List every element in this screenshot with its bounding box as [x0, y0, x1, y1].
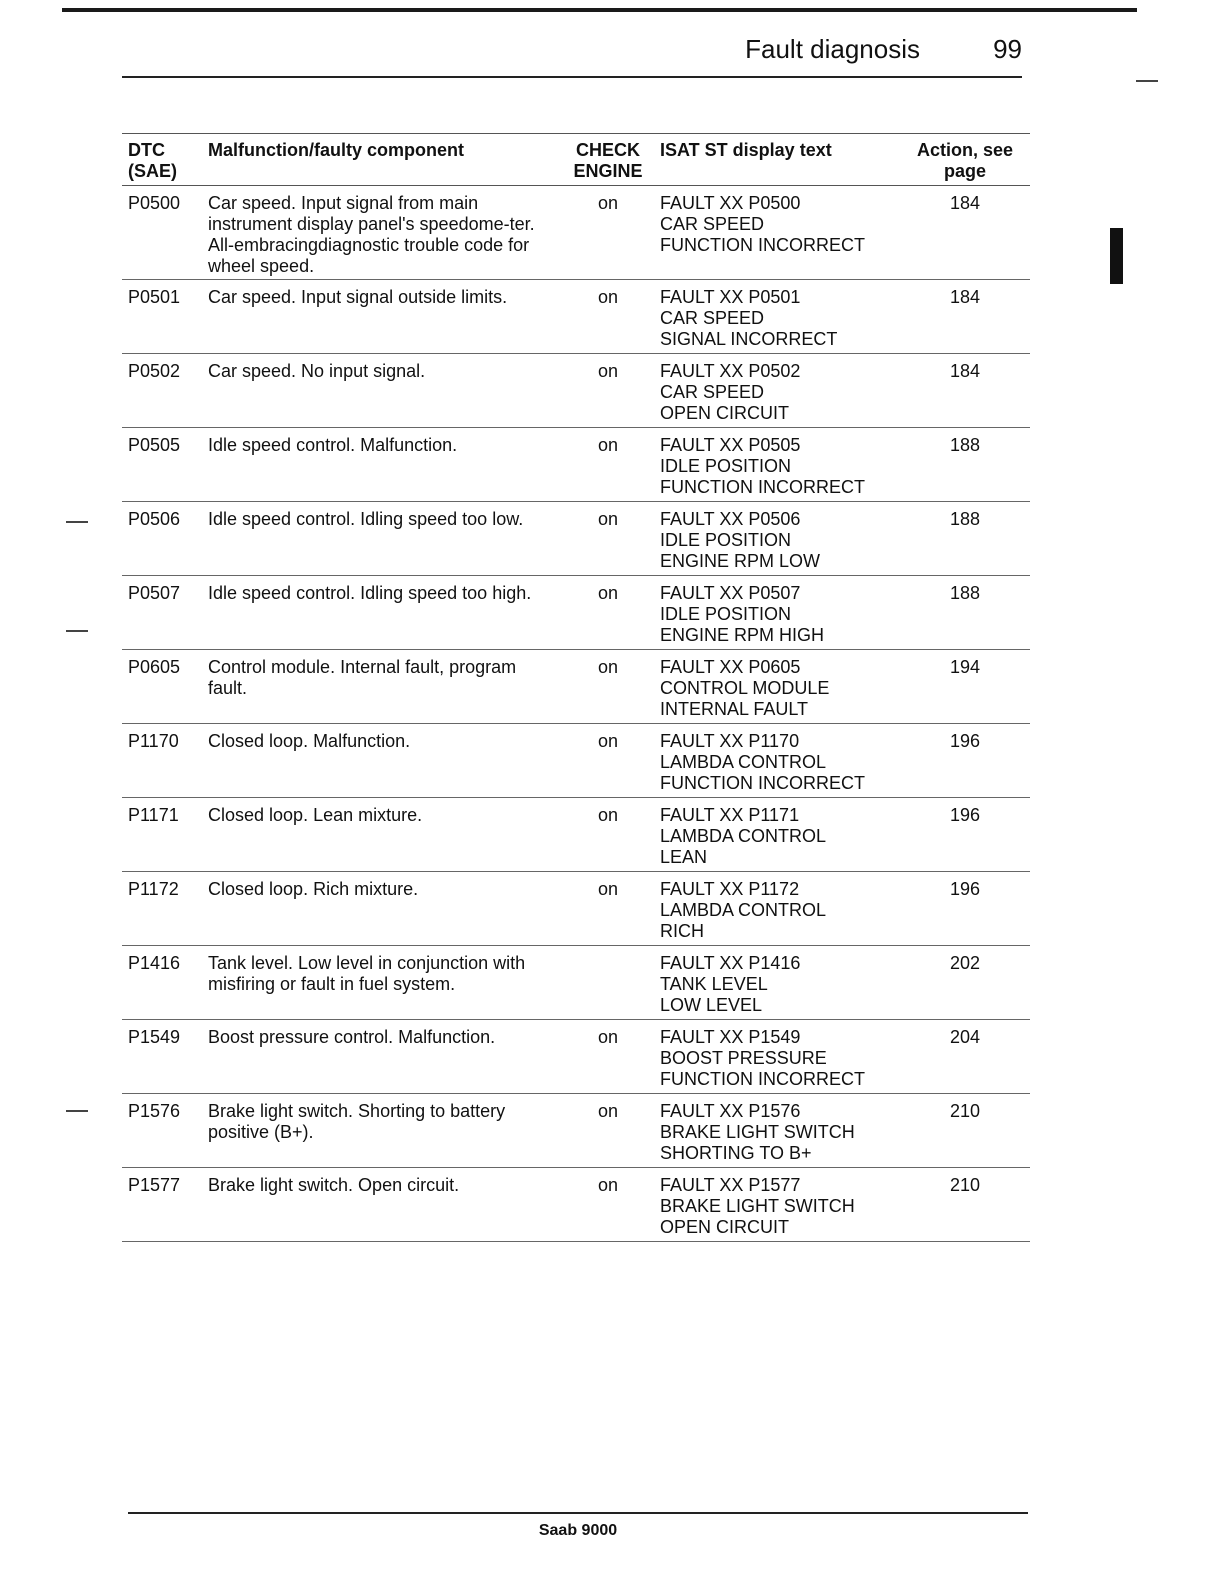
action-page: 184 — [900, 280, 1030, 354]
isat-display-text — [656, 428, 900, 502]
isat-line: FAULT XX P1549 — [660, 1027, 801, 1047]
isat-line: FAULT XX P1576 — [660, 1101, 801, 1121]
isat-display-text — [656, 724, 900, 798]
col-header-isat: ISAT ST display text — [656, 134, 900, 186]
action-page: 202 — [900, 946, 1030, 1020]
table-header-row — [122, 134, 1030, 186]
check-engine-status: on — [560, 1020, 656, 1094]
isat-display-text — [656, 1168, 900, 1242]
isat-line: TANK LEVEL — [660, 974, 768, 994]
footer-title: Saab 9000 — [538, 1522, 618, 1539]
action-page: 188 — [900, 428, 1030, 502]
dtc-code: P1172 — [122, 872, 208, 946]
chapter-tab-marker — [1110, 228, 1123, 284]
isat-line: SIGNAL INCORRECT — [660, 329, 838, 349]
action-page: 210 — [900, 1094, 1030, 1168]
isat-line: FUNCTION INCORRECT — [660, 773, 865, 793]
malfunction-text: Idle speed control. Idling speed too low. — [208, 502, 560, 576]
col-header-dtc: DTC (SAE) — [122, 134, 208, 186]
table-row — [122, 798, 1030, 872]
isat-line: ENGINE RPM HIGH — [660, 625, 825, 645]
dtc-code: P0501 — [122, 280, 208, 354]
dtc-code: P0502 — [122, 354, 208, 428]
isat-display-text — [656, 946, 900, 1020]
col-header-check-engine: CHECK ENGINE — [560, 134, 656, 186]
isat-line: LOW LEVEL — [660, 995, 763, 1015]
isat-line: CONTROL MODULE — [660, 678, 830, 698]
dtc-code: P0500 — [122, 186, 208, 280]
isat-line: FAULT XX P0605 — [660, 657, 801, 677]
isat-line: OPEN CIRCUIT — [660, 403, 790, 423]
isat-line: FUNCTION INCORRECT — [660, 235, 865, 255]
isat-line: CAR SPEED — [660, 214, 765, 234]
table-row — [122, 186, 1030, 280]
action-page: 196 — [900, 798, 1030, 872]
malfunction-text: Control module. Internal fault, program fault. — [208, 650, 560, 724]
isat-display-text — [656, 576, 900, 650]
check-engine-status: on — [560, 502, 656, 576]
isat-display-text — [656, 872, 900, 946]
action-page: 196 — [900, 724, 1030, 798]
action-page: 196 — [900, 872, 1030, 946]
check-engine-status: on — [560, 1094, 656, 1168]
malfunction-text: Closed loop. Lean mixture. — [208, 798, 560, 872]
check-engine-status: on — [560, 1168, 656, 1242]
malfunction-text: Brake light switch. Shorting to battery positive (B+). — [208, 1094, 560, 1168]
isat-line: BOOST PRESSURE — [660, 1048, 827, 1068]
col-header-malfunction: Malfunction/faulty component — [208, 134, 560, 186]
malfunction-text: Closed loop. Malfunction. — [208, 724, 560, 798]
page-number: 99 — [993, 34, 1022, 64]
check-engine-status — [560, 946, 656, 1020]
dtc-code: P1576 — [122, 1094, 208, 1168]
action-page: 210 — [900, 1168, 1030, 1242]
footer-rule — [128, 1512, 1028, 1514]
check-engine-status: on — [560, 280, 656, 354]
check-engine-status: on — [560, 428, 656, 502]
isat-line: FUNCTION INCORRECT — [660, 1069, 865, 1089]
section-title: Fault diagnosis — [745, 34, 920, 64]
isat-line: FAULT XX P0505 — [660, 435, 801, 455]
check-engine-status: on — [560, 650, 656, 724]
isat-line: FAULT XX P1416 — [660, 953, 801, 973]
top-rule — [62, 8, 1137, 12]
table-row — [122, 502, 1030, 576]
action-page: 184 — [900, 186, 1030, 280]
isat-line: CAR SPEED — [660, 382, 765, 402]
isat-line: LAMBDA CONTROL — [660, 900, 827, 920]
isat-display-text — [656, 502, 900, 576]
check-engine-status: on — [560, 872, 656, 946]
action-page: 188 — [900, 502, 1030, 576]
action-page: 188 — [900, 576, 1030, 650]
check-engine-status: on — [560, 576, 656, 650]
isat-line: FAULT XX P0501 — [660, 287, 801, 307]
table-row — [122, 724, 1030, 798]
isat-line: FAULT XX P0502 — [660, 361, 801, 381]
malfunction-text: Brake light switch. Open circuit. — [208, 1168, 560, 1242]
isat-line: IDLE POSITION — [660, 456, 792, 476]
table-row — [122, 280, 1030, 354]
malfunction-text: Car speed. No input signal. — [208, 354, 560, 428]
malfunction-text: Boost pressure control. Malfunction. — [208, 1020, 560, 1094]
check-engine-status: on — [560, 186, 656, 280]
isat-line: OPEN CIRCUIT — [660, 1217, 790, 1237]
isat-line: BRAKE LIGHT SWITCH — [660, 1122, 855, 1142]
table-row — [122, 576, 1030, 650]
fault-code-table — [122, 133, 1030, 1242]
isat-line: RICH — [660, 921, 704, 941]
isat-line: LAMBDA CONTROL — [660, 752, 827, 772]
isat-display-text — [656, 1020, 900, 1094]
dtc-code: P1170 — [122, 724, 208, 798]
isat-line: LEAN — [660, 847, 708, 867]
action-page: 184 — [900, 354, 1030, 428]
margin-mark — [66, 630, 88, 632]
table-row — [122, 1020, 1030, 1094]
margin-mark — [1136, 80, 1158, 82]
isat-line: FAULT XX P1171 — [660, 805, 800, 825]
col-header-action: Action, see page — [900, 134, 1030, 186]
dtc-code: P0505 — [122, 428, 208, 502]
isat-display-text — [656, 354, 900, 428]
isat-line: FAULT XX P0506 — [660, 509, 801, 529]
isat-line: SHORTING TO B+ — [660, 1143, 812, 1163]
table-body — [122, 186, 1030, 1242]
dtc-code: P1171 — [122, 798, 208, 872]
isat-line: IDLE POSITION — [660, 604, 792, 624]
malfunction-text: Closed loop. Rich mixture. — [208, 872, 560, 946]
isat-line: FAULT XX P0500 — [660, 193, 801, 213]
malfunction-text: Idle speed control. Malfunction. — [208, 428, 560, 502]
malfunction-text: Tank level. Low level in conjunction with misfiring or fault in fuel system. — [208, 946, 560, 1020]
margin-mark — [66, 521, 88, 523]
dtc-code: P1577 — [122, 1168, 208, 1242]
isat-display-text — [656, 186, 900, 280]
isat-display-text — [656, 798, 900, 872]
isat-line: FAULT XX P0507 — [660, 583, 801, 603]
isat-line: FAULT XX P1170 — [660, 731, 800, 751]
dtc-code: P1416 — [122, 946, 208, 1020]
isat-line: FAULT XX P1172 — [660, 879, 800, 899]
isat-display-text — [656, 650, 900, 724]
isat-line: IDLE POSITION — [660, 530, 792, 550]
table-row — [122, 946, 1030, 1020]
malfunction-text: Car speed. Input signal from main instrument display panel's speedome-ter. All-embracingdiagnostic trouble code for wheel speed. — [208, 186, 560, 280]
table-row — [122, 650, 1030, 724]
isat-line: FAULT XX P1577 — [660, 1175, 801, 1195]
table-row — [122, 354, 1030, 428]
check-engine-status: on — [560, 354, 656, 428]
dtc-code: P0605 — [122, 650, 208, 724]
action-page: 204 — [900, 1020, 1030, 1094]
dtc-code: P0507 — [122, 576, 208, 650]
isat-display-text — [656, 280, 900, 354]
check-engine-status: on — [560, 798, 656, 872]
table-row — [122, 1168, 1030, 1242]
action-page: 194 — [900, 650, 1030, 724]
malfunction-text: Car speed. Input signal outside limits. — [208, 280, 560, 354]
page-header — [122, 32, 1022, 78]
malfunction-text: Idle speed control. Idling speed too high. — [208, 576, 560, 650]
table-row — [122, 1094, 1030, 1168]
isat-display-text — [656, 1094, 900, 1168]
check-engine-status: on — [560, 724, 656, 798]
isat-line: ENGINE RPM LOW — [660, 551, 821, 571]
isat-line: INTERNAL FAULT — [660, 699, 809, 719]
table-row — [122, 428, 1030, 502]
isat-line: BRAKE LIGHT SWITCH — [660, 1196, 855, 1216]
table-row — [122, 872, 1030, 946]
isat-line: CAR SPEED — [660, 308, 765, 328]
dtc-code: P0506 — [122, 502, 208, 576]
isat-line: LAMBDA CONTROL — [660, 826, 827, 846]
isat-line: FUNCTION INCORRECT — [660, 477, 865, 497]
margin-mark — [66, 1110, 88, 1112]
dtc-code: P1549 — [122, 1020, 208, 1094]
